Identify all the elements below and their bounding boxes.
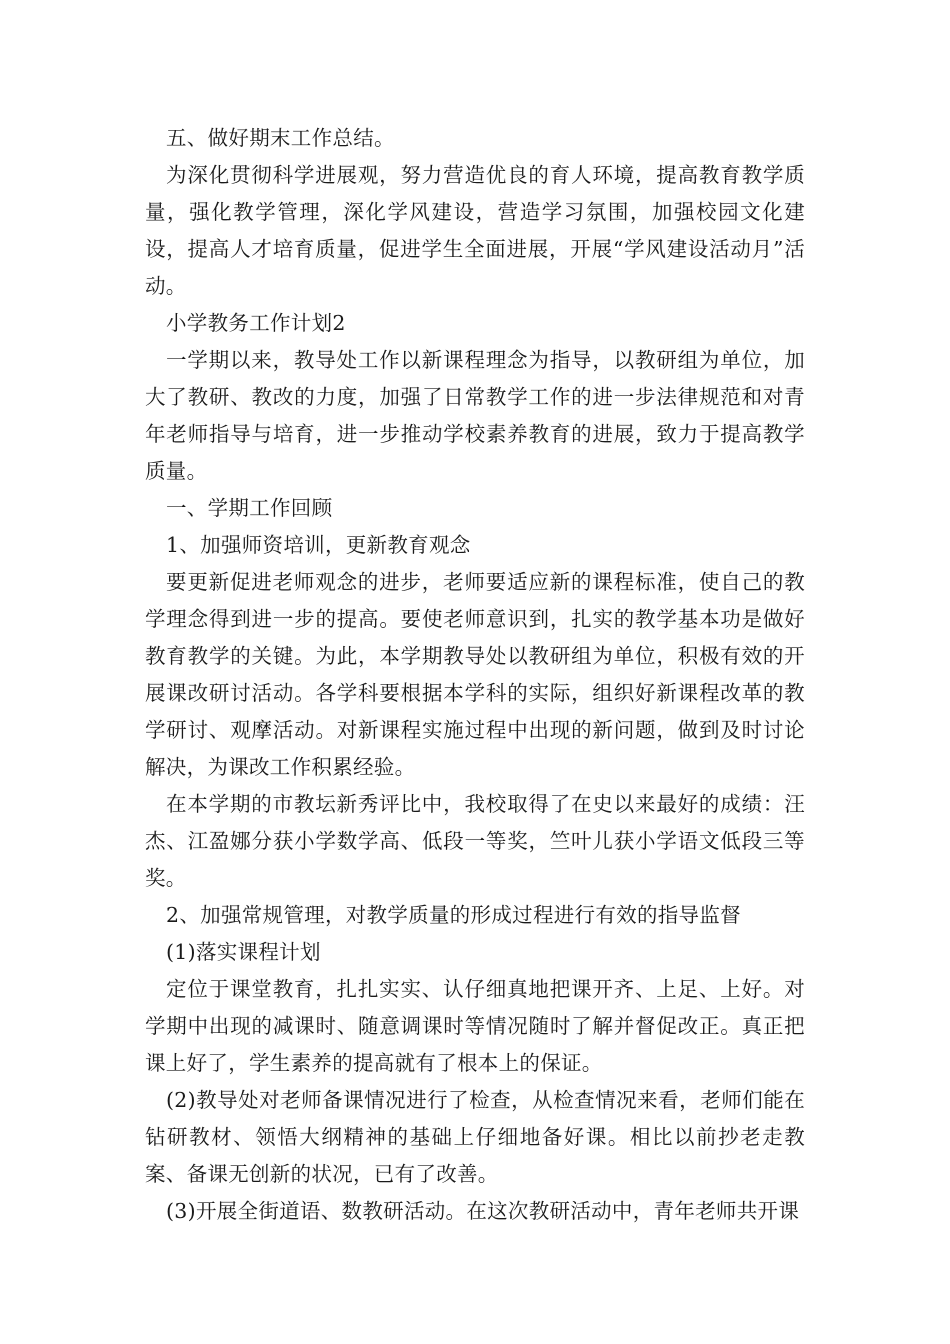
item-heading-1: (1)落实课程计划 xyxy=(166,940,321,964)
document-title: 小学教务工作计划2 xyxy=(166,311,346,335)
subsection-heading-1: 1、加强师资培训，更新教育观念 xyxy=(166,533,471,557)
subsection-heading-2: 2、加强常规管理，对教学质量的形成过程进行有效的指导监督 xyxy=(166,903,741,927)
section-heading-five: 五、做好期末工作总结。 xyxy=(166,126,395,150)
body-paragraph: 一学期以来，教导处工作以新课程理念为指导，以教研组为单位，加大了教研、教改的力度，加强了日常教学工作的进一步法律规范和对青年老师指导与培育，进一步推动学校素养教育的进展，致力于提高教学质量。 xyxy=(145,348,805,483)
body-paragraph: 为深化贯彻科学进展观，努力营造优良的育人环境，提高教育教学质量，强化教学管理，深化学风建设，营造学习氛围，加强校园文化建设，提高人才培育质量，促进学生全面进展，开展“学风建设活动月”活动。 xyxy=(145,163,805,298)
item-paragraph-3: (3)开展全街道语、数教研活动。在这次教研活动中，青年老师共开课 xyxy=(166,1199,800,1223)
body-paragraph: 定位于课堂教育，扎扎实实、认仔细真地把课开齐、上足、上好。对学期中出现的减课时、随意调课时等情况随时了解并督促改正。真正把课上好了，学生素养的提高就有了根本上的保证。 xyxy=(145,977,805,1075)
section-heading-one: 一、学期工作回顾 xyxy=(166,496,333,520)
body-paragraph: 要更新促进老师观念的进步，老师要适应新的课程标准，使自己的教学理念得到进一步的提高。要使老师意识到，扎实的教学基本功是做好教育教学的关键。为此，本学期教导处以教研组为单位，积极有效的开展课改研讨活动。各学科要根据本学科的实际，组织好新课程改革的教学研讨、观摩活动。对新课程实施过程中出现的新问题，做到及时讨论解决，为课改工作积累经验。 xyxy=(145,570,805,779)
body-paragraph: 在本学期的市教坛新秀评比中，我校取得了在史以来最好的成绩：汪杰、江盈娜分获小学数学高、低段一等奖，竺叶儿获小学语文低段三等奖。 xyxy=(145,792,805,890)
item-paragraph-2: (2)教导处对老师备课情况进行了检查，从检查情况来看，老师们能在钻研教材、领悟大纲精神的基础上仔细地备好课。相比以前抄老走教案、备课无创新的状况，已有了改善。 xyxy=(145,1088,805,1186)
document-body xyxy=(145,120,805,1230)
